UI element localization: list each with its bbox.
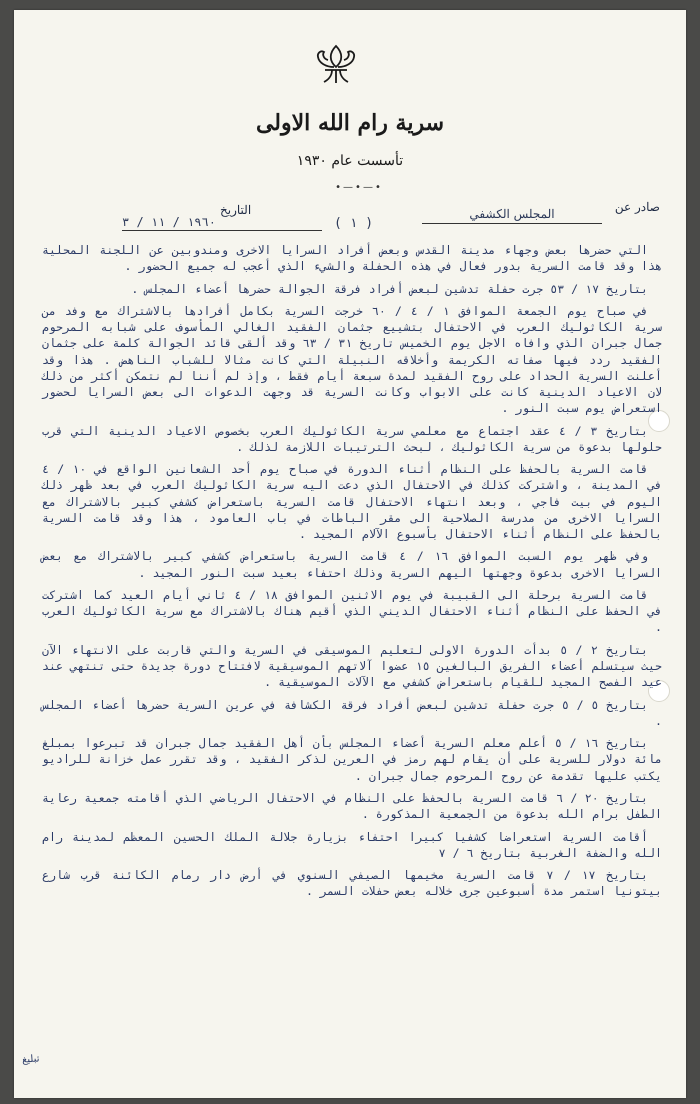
ornament-divider: •—•—• [335, 182, 383, 193]
paragraph: التي حضرها بعض وجهاء مدينة القدس وبعض أفراد السرايا الاخرى ومندوبين عن اللجنة المحلية هذا وقد قامت السرية بدور فعال في هذه الحفلة والشيء الذي أعجب له جميع الحضور . [42, 243, 662, 274]
issued-by-value: المجلس الكشفي [422, 207, 602, 224]
paragraph: في صباح يوم الجمعة الموافق ١ / ٤ / ٦٠ خرجت السرية بكامل أفرادها بالاشتراك مع وفد من سرية الكاثوليك العرب في الاحتفال بتشييع جثمان الفقيد الغالي المأسوف على شبابه المرحوم جمال جبران الذي وافاه الاجل يوم الخميس تاريخ ٣١ / ٦٣ وقد ألقى قائد الجوالة كلمة على جثمان الفقيد ردد فيها صفاته الكريمة وأخلاقه النبيلة التي كانت مثالا للشباب الناهض . هذا وقد أعلنت السرية الحداد على روح الفقيد لمدة سبعة أيام فقط ، وإذ لم أننا لم نتمكن أكثر من ذلك لان الاعياد الدينية كانت على الابواب وكانت السرية قد وجهت الدعوات الى بعض السرايا لحضور استعراض يوم سبت النور . [42, 303, 662, 416]
paragraph: بتاريخ ١٧ / ٧ قامت السرية مخيمها الصيفي السنوي في أرض دار رمام الكائنة قرب شارع بيتونيا استمر مدة أسبوعين جرى خلاله بعض حفلات السمر . [42, 868, 662, 899]
document-body [42, 242, 662, 906]
document-page [14, 10, 686, 1098]
letterhead-subtitle: تأسست عام ١٩٣٠ [296, 153, 404, 169]
date-label: التاريخ [220, 203, 252, 217]
page-number: ( ١ ) [334, 216, 374, 231]
date-rule [122, 230, 322, 231]
date-value: ١٩٦٠ / ١١ / ٣ [122, 215, 216, 229]
paragraph: قامت السرية برحلة الى القبيبة في يوم الاثنين الموافق ١٨ / ٤ ثاني أيام العيد كما اشتركت في الحفظ على النظام أثناء الاحتفال الديني الذي أقيم هناك بالاشتراك مع سرية الكاثوليك العرب . [42, 587, 662, 635]
paragraph: بتاريخ ٣ / ٤ عقد اجتماع مع معلمي سرية الكاثوليك العرب بخصوص الاعياد الدينية التي قرب حلولها بدعوة من سرية الكاثوليك ، لبحث الترتيبات اللازمة لذلك . [42, 423, 662, 454]
paragraph: وفي ظهر يوم السبت الموافق ١٦ / ٤ قامت السرية باستعراض كشفي كبير بالاشتراك مع بعض السرايا الاخرى بدعوة وجهتها اليهم السرية وذلك احتفاء بعيد سبت النور المجيد . [42, 549, 662, 580]
issued-by-label: صادر عن [614, 200, 660, 214]
paragraph: بتاريخ ١٧ / ٥٣ جرت حفلة تدشين لبعض أفراد فرقة الجوالة حضرها أعضاء المجلس . [131, 281, 648, 296]
handwritten-margin-note: تبليغ [21, 1053, 40, 1066]
paragraph: بتاريخ ٥ / ٥ جرت حفلة تدشين لبعض أفراد فرقة الكشافة في عرين السرية حضرها أعضاء المجلس . [42, 697, 662, 728]
fleur-de-lis-emblem [314, 43, 358, 87]
paragraph: بتاريخ ٢٠ / ٦ قامت السرية بالحفظ على النظام في الاحتفال الرياضي الذي أقامته جمعية رعاية الطفل برام الله بدعوة من الجمعية المذكورة . [42, 790, 662, 822]
paragraph: بتاريخ ٢ / ٥ بدأت الدورة الاولى لتعليم الموسيقى في السرية والتي قاربت على الانتهاء الآن حيث سيتسلم أعضاء الفريق البالغين ١٥ عضوا آلاتهم الموسيقية لافتتاح دورة جديدة حتى تنتهي عند عيد الفصح المجيد للقيام باستعراض كشفي مع الآلات الموسيقية . [42, 642, 662, 690]
paragraph: قامت السرية بالحفظ على النظام أثناء الدورة في صباح يوم أحد الشعانين الواقع في ١٠ / ٤ في المدينة ، واشتركت كذلك في الاحتفال الذي دعت اليه سرية الكاثوليك العرب في بعد ظهر ذلك اليوم في بيت فاجي ، وبعد انتهاء الاحتفال قامت السرية باستعراض كشفي كبير بالاشتراك مع السرايا الاخرى من مدرسة الصلاحية الى مقر الباطات في باب العامود ، هذا وقد قامت السرية بالحفظ على النظام أثناء الاحتفال بأسبوع الآلام المجيد . [42, 462, 662, 541]
paragraph: بتاريخ ١٦ / ٥ أعلم معلم السرية أعضاء المجلس بأن أهل الفقيد جمال جبران قد تبرعوا بمبلغ مائة دولار للسرية على أن يقام لهم رمز في العرين لذكر الفقيد ، وقد تقرر عمل خزانة للراديو يكتب عليها تقدمة عن روح المرحوم جمال جبران . [42, 736, 662, 783]
paragraph: أقامت السرية استعراضا كشفيا كبيرا احتفاء بزيارة جلالة الملك الحسين المعظم لمدينة رام الله والضفة الغربية بتاريخ ٦ / ٧ [42, 829, 662, 860]
letterhead-title: سرية رام الله الاولى [255, 110, 445, 136]
